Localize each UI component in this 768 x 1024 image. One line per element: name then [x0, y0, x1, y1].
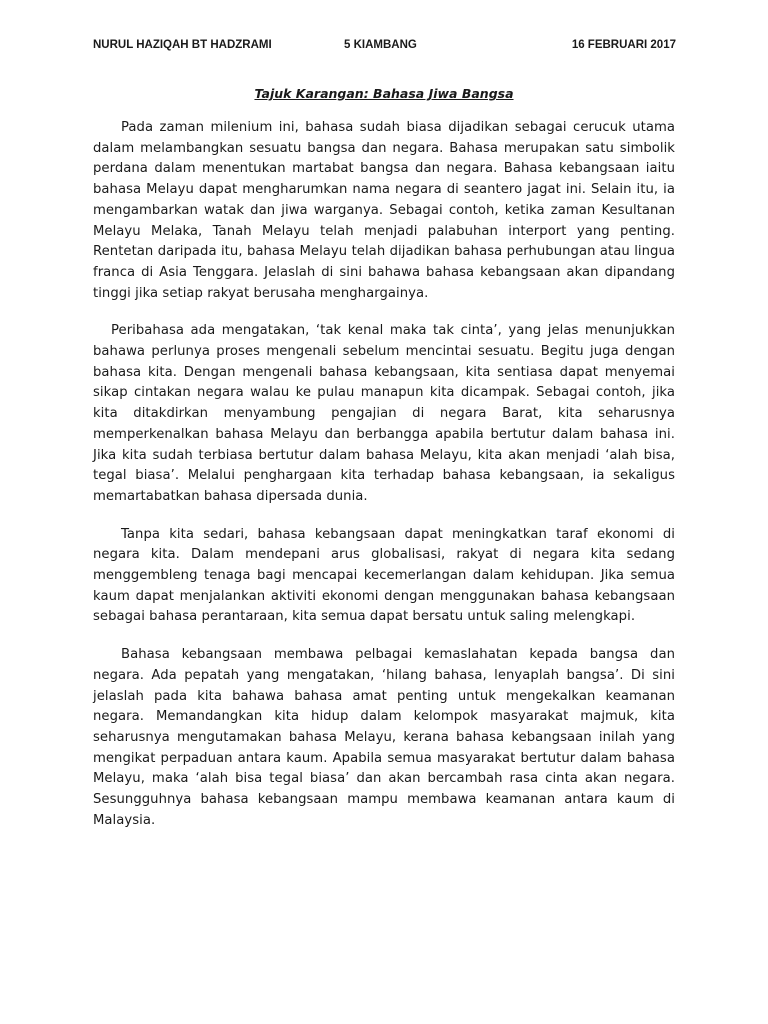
essay-paragraph-4: Bahasa kebangsaan membawa pelbagai kemaslahatan kepada bangsa dan negara. Ada pepatah yang mengatakan, ‘hilang bahasa, lenyaplah bangsa’. Di sini jelaslah pada kita bahawa bahasa amat penting untuk mengekalkan keamanan negara. Memandangkan kita hidup dalam kelompok masyarakat majmuk, kita seharusnya mengutamakan bahasa Melayu, kerana bahasa kebangsaan inilah yang mengikat perpaduan antara kaum. Apabila semua masyarakat bertutur dalam bahasa Melayu, maka ‘alah bisa tegal biasa’ dan akan bercambah rasa cinta akan negara. Sesungguhnya bahasa kebangsaan mampu membawa keamanan antara kaum di Malaysia. [93, 647, 675, 828]
essay-paragraph-3: Tanpa kita sedari, bahasa kebangsaan dapat meningkatkan taraf ekonomi di negara kita. Dalam mendepani arus globalisasi, rakyat di negara kita sedang menggembleng tenaga bagi mencapai kecemerlangan dalam kehidupan. Jika semua kaum dapat menjalankan aktiviti ekonomi dengan menggunakan bahasa kebangsaan sebagai bahasa perantaraan, kita semua dapat bersatu untuk saling melengkapi. [93, 526, 675, 625]
essay-paragraph-2: Peribahasa ada mengatakan, ‘tak kenal maka tak cinta’, yang jelas menunjukkan bahawa perlunya proses mengenali sebelum mencintai sesuatu. Begitu juga dengan bahasa kita. Dengan mengenali bahasa kebangsaan, kita sentiasa dapat menyemai sikap cintakan negara walau ke pulau manapun kita dicampak. Sebagai contoh, jika kita ditakdirkan menyambung pengajian di negara Barat, kita seharusnya memperkenalkan bahasa Melayu dan berbangga apabila bertutur dalam bahasa ini. Jika kita sudah terbiasa bertutur dalam bahasa Melayu, kita akan menjadi ‘alah bisa, tegal biasa’. Melalui penghargaan kita terhadap bahasa kebangsaan, ia sekaligus memartabatkan bahasa dipersada dunia. [93, 323, 675, 504]
essay-body [93, 118, 675, 849]
essay-title [0, 86, 768, 101]
document-header [93, 39, 676, 59]
class-name: 5 KIAMBANG [344, 39, 417, 51]
student-name: NURUL HAZIQAH BT HADZRAMI [93, 39, 272, 51]
essay-title-text: Tajuk Karangan: Bahasa Jiwa Bangsa [254, 86, 514, 101]
document-date: 16 FEBRUARI 2017 [571, 39, 676, 51]
essay-paragraph-1: Pada zaman milenium ini, bahasa sudah biasa dijadikan sebagai cerucuk utama dalam melambangkan sesuatu bangsa dan negara. Bahasa merupakan satu simbolik perdana dalam menentukan martabat bangsa dan negara. Bahasa kebangsaan iaitu bahasa Melayu dapat mengharumkan nama negara di seantero jagat ini. Selain itu, ia mengambarkan watak dan jiwa warganya. Sebagai contoh, ketika zaman Kesultanan Melayu Melaka, Tanah Melayu telah menjadi palabuhan interport yang penting. Rentetan daripada itu, bahasa Melayu telah dijadikan bahasa perhubungan atau lingua franca di Asia Tenggara. Jelaslah di sini bahawa bahasa kebangsaan akan dipandang tinggi jika setiap rakyat berusaha menghargainya. [93, 120, 675, 301]
